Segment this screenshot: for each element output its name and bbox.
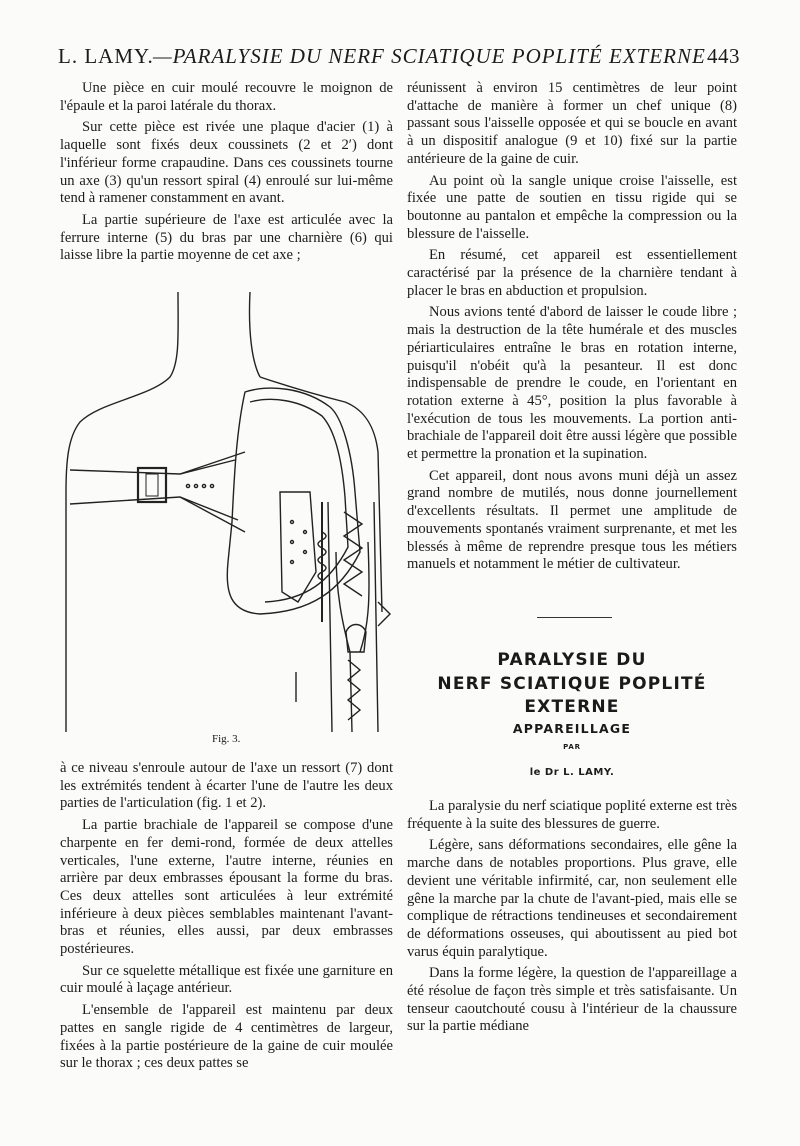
paragraph: La partie brachiale de l'appareil se compose d'une charpente en fer demi-rond, formée de deux attelles verticales, l'une externe, l'autre interne, réunies en arrière par deux embrasses épousant la forme du bras. Ces deux attelles sont articulées à leur extrémité inférieure à deux pièces semblables maintenant l'avant-bras et réunies, elles aussi, par deux embrasses postérieures. — [60, 817, 393, 958]
left-column-top — [60, 80, 393, 269]
paragraph: Sur ce squelette métallique est fixée une garniture en cuir moulé à laçage antérieur. — [60, 962, 393, 997]
section-subtitle: APPAREILLAGE — [512, 721, 632, 736]
paragraph: à ce niveau s'enroule autour de l'axe un ressort (7) dont les extrémités tendent à écarter l'une de l'autre les deux parties de l'articulation (fig. 1 et 2). — [60, 760, 393, 812]
right-column-top — [407, 80, 737, 578]
page-number: 443 — [707, 44, 740, 68]
steel-plate — [280, 492, 316, 602]
paragraph: Sur cette pièce est rivée une plaque d'acier (1) à laquelle sont fixés deux coussinets (2 et 2′) dont l'inférieur forme crapaudine. Dans ces coussinets tourne un axe (3) qu'un ressort spiral (4) enroulé sur lui-même tend à ramener constamment en avant. — [60, 119, 393, 207]
paragraph: L'ensemble de l'appareil est maintenu par deux pattes en sangle rigide de 4 centimètres de largeur, fixées à la partie postérieure de la gaine de cuir moulée sur le thorax ; ces deux pattes se — [60, 1002, 393, 1072]
shoulder-cap-inner — [250, 399, 348, 602]
paragraph: Une pièce en cuir moulé recouvre le moignon de l'épaule et la paroi latérale du thorax. — [60, 80, 393, 114]
right-column-bottom — [407, 798, 737, 1040]
section-divider — [537, 617, 612, 618]
paragraph: En résumé, cet appareil est essentiellement caractérisé par la présence de la charnière tendant à placer le bras en abduction et propulsion. — [407, 247, 737, 299]
brace-illustration — [60, 292, 393, 732]
shoulder-cap — [227, 388, 360, 614]
bracket — [378, 602, 390, 626]
header-author: L. LAMY. — [58, 44, 154, 68]
neck-right — [249, 292, 260, 377]
paragraph: Nous avions tenté d'abord de laisser le coude libre ; mais la destruction de la tête humérale et des muscles périarticulaires entraîne le bras en rotation interne, puisqu'il n'obéit qu'à la pesanteur. Il est donc indispensable de prendre le coude, en l'orientant en rotation externe à 45°, position la plus favorable à l'exécution de tous les mouvements. La portion anti-brachiale de l'appareil doit être aussi légère que possible et permettre la pronation et la supination. — [407, 304, 737, 463]
section-title-line2: NERF SCIATIQUE POPLITÉ — [437, 674, 707, 694]
neck-outline — [66, 292, 178, 732]
figure-shoulder-brace — [60, 292, 393, 732]
paragraph: La paralysie du nerf sciatique poplité externe est très fréquente à la suite des blessures de guerre. — [407, 798, 737, 832]
paragraph: La partie supérieure de l'axe est articulée avec la ferrure interne (5) du bras par une charnière (6) qui laisse libre la partie moyenne de cet axe ; — [60, 211, 393, 264]
paragraph: Légère, sans déformations secondaires, elle gêne la marche dans de notables proportions. Plus grave, elle devient une véritable infirmité, car, non seulement elle gêne la marche par la chute de l'avant-pied, mais elle se complique de rétractions tendineuses et secondairement de déformations osseuses, qui aboutissent au pied bot varus équin paralytique. — [407, 837, 737, 960]
section-title-line3: EXTERNE — [524, 697, 620, 717]
header-title: —PARALYSIE DU NERF SCIATIQUE POPLITÉ EXTERNE — [153, 44, 706, 68]
running-header — [58, 44, 740, 74]
paragraph: Au point où la sangle unique croise l'aisselle, est fixée une patte de soutien en tissu rigide qui se boutonne au pantalon et empêche la compression ou la blessure de l'aisselle. — [407, 172, 737, 242]
paragraph: Cet appareil, dont nous avons muni déjà un assez grand nombre de mutilés, nous donne journellement d'excellents résultats. Il permet une amplitude de mouvements spontanés vraiment surprenante, et met les blessés à même de reprendre presque tous les métiers manuels et notamment le métier de cultivateur. — [407, 467, 737, 573]
byline-par: PAR — [563, 743, 581, 751]
section-author: le Dr L. LAMY. — [529, 767, 615, 778]
section-title-line1: PARALYSIE DU — [497, 650, 647, 670]
paragraph: réunissent à environ 15 centimètres de leur point d'attache de manière à former un chef unique (8) passant sous l'aisselle opposée et qui se boucle en avant à un dispositif analogue (9 et 10) fixé sur la partie antérieure de la gaine de cuir. — [407, 80, 737, 167]
paragraph: Dans la forme légère, la question de l'appareillage a été résolue de façon très simple et très satisfaisante. Un tenseur caoutchouté cousu à l'intérieur de la chaussure sur la partie médiane — [407, 965, 737, 1035]
arm-outline — [328, 502, 378, 732]
figure-caption: Fig. 3. — [212, 733, 241, 745]
left-column-bottom — [60, 760, 393, 1077]
